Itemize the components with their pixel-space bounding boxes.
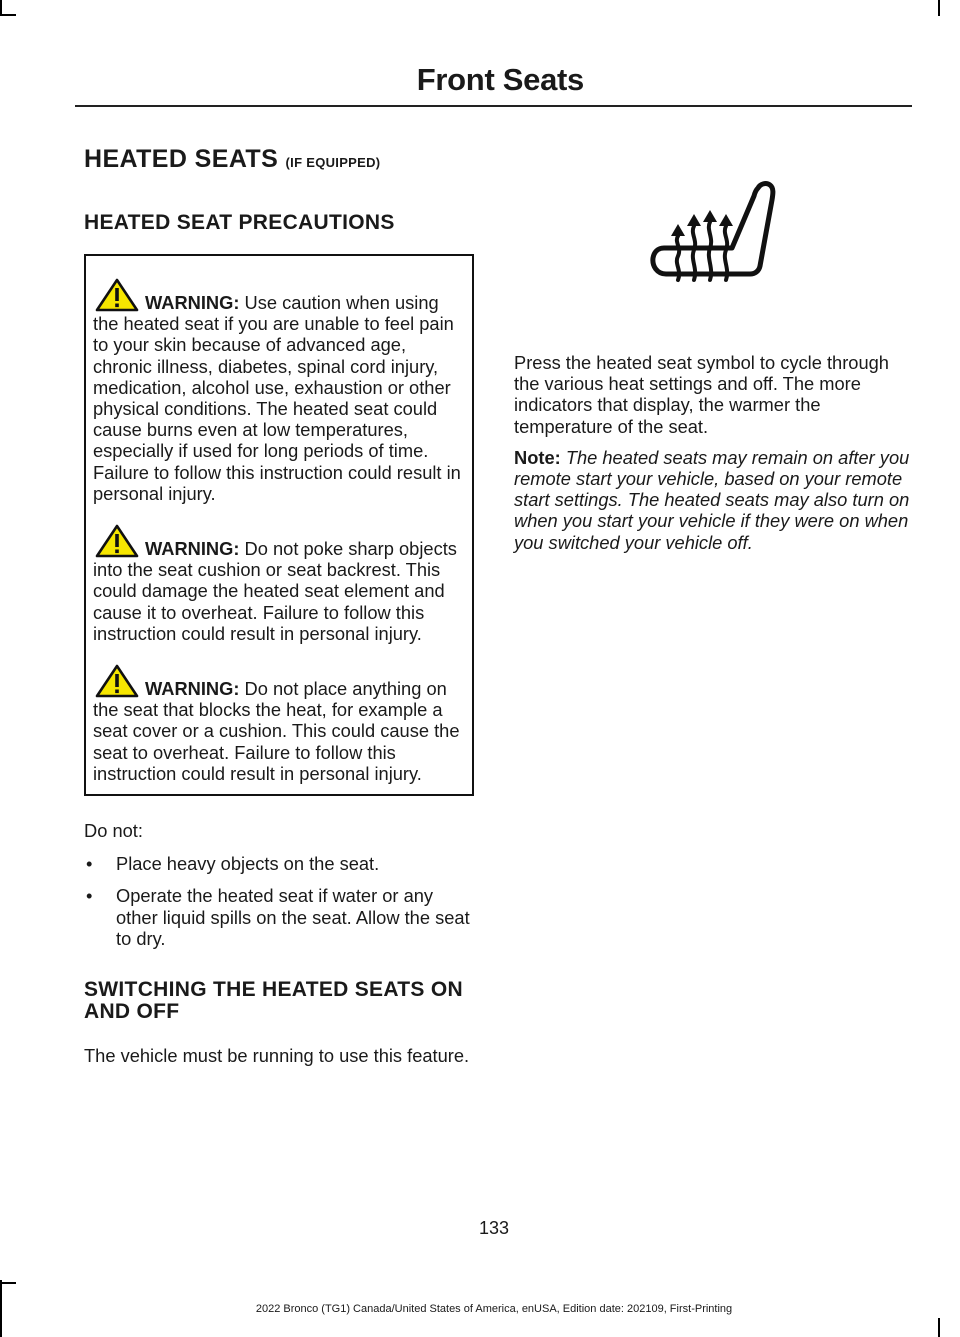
list-item: • Operate the heated seat if water or any other liquid spills on the seat. Allow the seat to dry.	[84, 885, 474, 949]
warning-text: Do not poke sharp objects into the seat cushion or seat backrest. This could damage the heated seat element and cause it to overheat. Failure to follow this instruction could result in personal injury.	[93, 538, 457, 644]
crop-mark	[938, 1318, 940, 1337]
warning-item	[93, 664, 465, 784]
section-heading-heated-seats	[84, 145, 474, 174]
heading-text: HEATED SEATS	[84, 145, 279, 173]
note-label: Note:	[514, 446, 561, 468]
crop-mark	[0, 14, 16, 16]
right-column	[514, 170, 910, 565]
do-not-list	[84, 853, 474, 949]
warning-item	[93, 278, 465, 504]
section-heading-switching: SWITCHING THE HEATED SEATS ON AND OFF	[84, 978, 463, 1024]
note-text: The heated seats may remain on after you remote start your vehicle, based on your remote start settings. The heated seats may also turn on when you start your vehicle if they were on when you switched your vehicle off.	[514, 446, 910, 553]
note	[514, 447, 910, 553]
left-column	[84, 145, 474, 1078]
page-title: Front Seats	[416, 62, 584, 97]
heated-seat-icon	[646, 170, 776, 290]
warning-text: Use caution when using the heated seat if you are unable to feel pain to your skin because of advanced age, chronic illness, diabetes, spinal cord injury, medication, alcohol use, exhaustion or other physical conditions. The heated seat could cause burns even at low temperatures, especially if used for long periods of time. Failure to follow this instruction could result in personal injury.	[93, 292, 461, 504]
footer-edition: 2022 Bronco (TG1) Canada/United States of America, enUSA, Edition date: 202109, First-Printing	[255, 1303, 733, 1315]
heated-seat-instructions: Press the heated seat symbol to cycle through the various heat settings and off. The more indicators that display, the warmer the temperature of the seat.	[514, 352, 889, 437]
page-number: 133	[478, 1218, 510, 1238]
crop-mark	[0, 1282, 16, 1284]
warning-triangle-icon	[95, 278, 139, 312]
list-item: • Place heavy objects on the seat.	[84, 853, 474, 874]
warning-text: Do not place anything on the seat that blocks the heat, for example a seat cover or a cushion. This could cause the seat to overheat. Failure to follow this instruction could result in personal injury.	[93, 678, 460, 784]
header-divider	[75, 105, 912, 107]
subheading-precautions: HEATED SEAT PRECAUTIONS	[84, 211, 395, 234]
running-requirement-text: The vehicle must be running to use this feature.	[84, 1045, 470, 1067]
warning-triangle-icon	[95, 664, 139, 698]
warning-label: WARNING:	[145, 292, 240, 313]
warning-label: WARNING:	[145, 538, 240, 560]
warning-item	[93, 524, 465, 644]
warning-label: WARNING:	[145, 678, 240, 700]
crop-mark	[938, 0, 940, 16]
heading-qualifier: (IF EQUIPPED)	[285, 155, 381, 170]
warning-box	[84, 254, 474, 796]
do-not-intro: Do not:	[84, 820, 143, 842]
warning-triangle-icon	[95, 524, 139, 558]
